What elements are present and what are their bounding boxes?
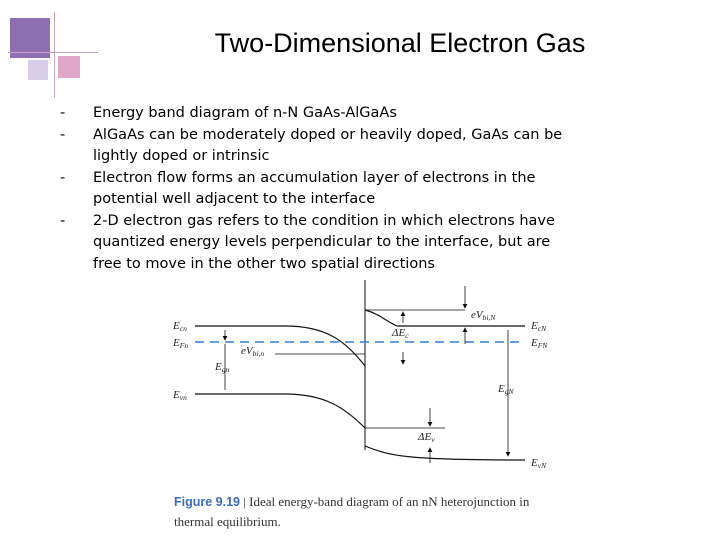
label-egn: Egn — [215, 361, 230, 374]
bullet-list — [60, 103, 580, 275]
corner-square-pink — [58, 56, 80, 78]
valence-band-N — [365, 446, 525, 460]
caption-text: Ideal energy-band diagram of an nN heterojunction in thermal equilibrium. — [174, 494, 530, 529]
corner-hline — [8, 52, 98, 53]
bullet-marker: - — [60, 126, 66, 143]
bullet-text: AlGaAs can be moderately doped or heavily doped, GaAs can be lightly doped or intrinsic — [93, 126, 563, 164]
label-dEv: ΔEv — [418, 431, 435, 444]
label-evN: EvN — [531, 457, 547, 470]
corner-vline — [54, 12, 55, 98]
label-egN: EgN — [498, 383, 514, 396]
label-ecN: EcN — [531, 320, 547, 333]
label-dEc: ΔEc — [392, 327, 409, 340]
figure-caption — [174, 492, 554, 531]
bullet-text: Electron flow forms an accumulation layer of electrons in the potential well adjacent to the interface — [93, 169, 536, 207]
label-ecn: Ecn — [173, 320, 187, 333]
label-efN: EFN — [531, 337, 548, 350]
bullet-item — [60, 211, 580, 276]
bullet-marker: - — [60, 105, 66, 121]
figure-number: Figure 9.19 — [174, 495, 240, 509]
bullet-item — [60, 125, 580, 168]
label-evn: Evn — [173, 389, 187, 402]
conduction-band-N — [365, 310, 525, 326]
bullet-item — [60, 168, 580, 211]
band-diagram — [165, 278, 565, 478]
bullet-text: 2-D electron gas refers to the condition in which electrons have quantized energy levels perpendicular to the interface, but are free to move in the other two spatial directions — [93, 212, 555, 272]
slide-title: Two-Dimensional Electron Gas — [214, 28, 586, 58]
label-efn: EFn — [173, 337, 189, 350]
bullet-text: Energy band diagram of n-N GaAs-AlGaAs — [93, 105, 397, 121]
valence-band-n — [195, 394, 365, 428]
bullet-item — [60, 103, 580, 125]
conduction-band-n — [195, 326, 365, 366]
label-eVbin: eVbi,n — [241, 345, 265, 358]
label-eVbiN: eVbi,N — [471, 309, 496, 322]
bullet-marker: - — [60, 169, 66, 186]
bullet-marker: - — [60, 212, 66, 229]
caption-separator: | — [240, 494, 250, 509]
corner-square-lavender — [28, 60, 48, 80]
